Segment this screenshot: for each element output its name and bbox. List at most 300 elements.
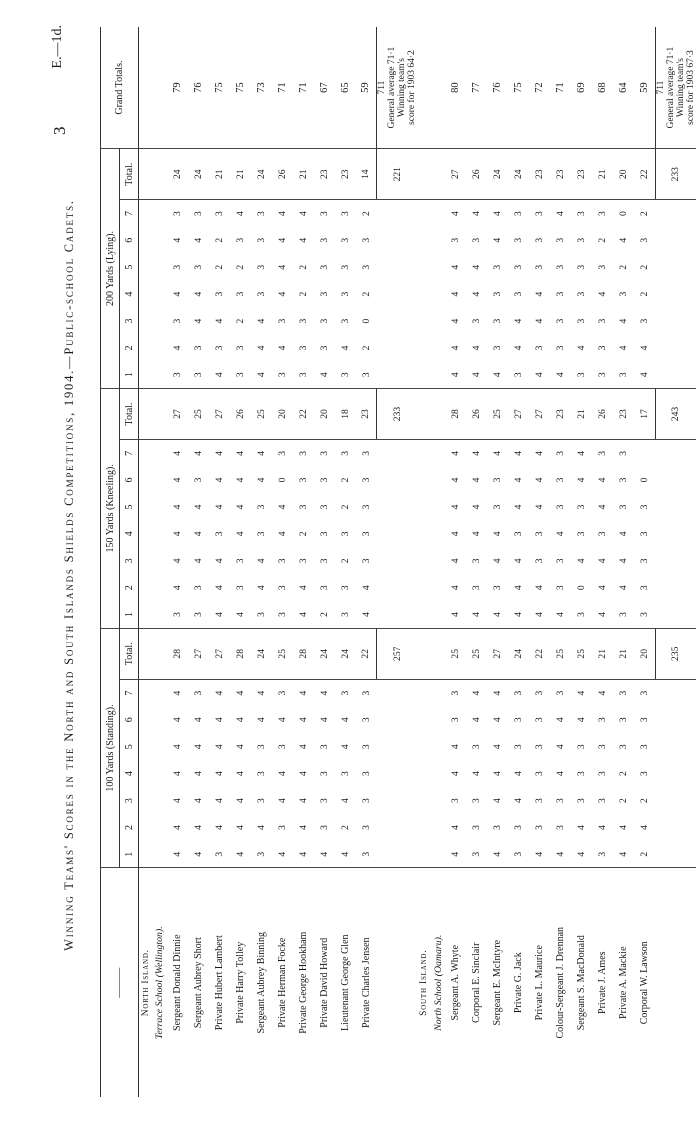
shot-score: 3: [597, 345, 608, 351]
shot-score: 4: [597, 504, 608, 510]
range-total: 21: [592, 628, 613, 679]
table-row: [613, 27, 634, 1097]
shot-score: 4: [513, 318, 524, 324]
shot-score: 3: [171, 264, 183, 270]
empty-cell: [417, 254, 431, 281]
shot-score: 4: [213, 477, 225, 483]
shot-score: 3: [555, 291, 566, 297]
shot-score: 4: [234, 450, 246, 456]
empty-cell: [377, 841, 418, 868]
shot-score: 3: [297, 450, 309, 456]
empty-cell: [139, 679, 153, 706]
shot-score: 4: [534, 585, 545, 591]
empty-cell: [139, 149, 153, 200]
shot-score: 3: [534, 771, 545, 777]
empty-cell: [377, 227, 418, 254]
shot-4-header-200: 4: [120, 281, 139, 308]
shot-score: 4: [639, 372, 650, 378]
shot-score: 3: [492, 264, 503, 270]
shot-score: 3: [471, 851, 482, 857]
north-school-row: [153, 27, 167, 1097]
competitor-name: Sergeant Aubrey Short: [188, 868, 209, 1097]
shot-score: 4: [534, 504, 545, 510]
shot-score: 4: [171, 798, 183, 803]
empty-cell: [139, 361, 153, 388]
grand-total: 59: [638, 82, 650, 93]
range-total: 24: [314, 628, 335, 679]
range-total: 25: [466, 628, 487, 679]
empty-cell: [153, 520, 167, 547]
empty-cell: [153, 388, 167, 439]
shot-score: 3: [639, 690, 650, 696]
range-total: 20: [613, 149, 634, 200]
grand-total: 71: [297, 82, 309, 93]
empty-cell: [139, 706, 153, 733]
shot-score: 4: [171, 291, 183, 297]
competitor-name: Sergeant Aubrey Binning: [251, 868, 272, 1097]
shot-score: 4: [450, 744, 461, 750]
empty-cell: [139, 814, 153, 841]
shot-score: 3: [597, 798, 608, 803]
shot-score: 2: [213, 237, 225, 243]
shot-score: 4: [297, 798, 309, 803]
empty-cell: [153, 200, 167, 227]
empty-cell: [377, 601, 418, 628]
shot-score: 3: [639, 531, 650, 537]
shot-score: 3: [471, 558, 482, 564]
shot-score: 4: [450, 450, 461, 456]
rule-cell: [696, 574, 700, 601]
shot-score: 3: [492, 345, 503, 351]
south-section-heading: South Island.: [417, 868, 431, 1097]
range-total: 24: [167, 149, 188, 200]
south-team-total-row: [655, 27, 696, 1097]
shot-score: 4: [276, 291, 288, 297]
shot-score: 3: [576, 771, 587, 777]
shot-score: 3: [534, 825, 545, 830]
shot-score: 4: [597, 612, 608, 617]
shot-score: 3: [360, 771, 372, 777]
range-total: 21: [209, 149, 230, 200]
empty-cell: [153, 601, 167, 628]
page-title: Winning Teams' Scores in the North and South Islands Shields Competitions, 1904.—Public-school Cadets.: [62, 199, 76, 951]
shot-score: 3: [192, 585, 204, 591]
empty-cell: [139, 493, 153, 520]
rule-cell: [696, 601, 700, 628]
shot-score: 4: [297, 851, 309, 857]
shot-score: 4: [450, 264, 461, 270]
shot-score: 4: [534, 291, 545, 297]
grand-total: 67: [318, 82, 330, 93]
shot-score: 3: [255, 744, 267, 750]
shot-score: 3: [639, 612, 650, 617]
shot-score: 3: [255, 211, 267, 216]
shot-score: 4: [576, 477, 587, 483]
empty-cell: [417, 467, 431, 494]
competitor-name: Sergeant E. McIntyre: [487, 868, 508, 1097]
table-row: [272, 27, 293, 1097]
shot-score: 4: [471, 771, 482, 777]
range-total: 27: [209, 388, 230, 439]
empty-cell: [431, 679, 445, 706]
empty-cell: [655, 679, 696, 706]
shot-score: 3: [213, 851, 225, 857]
shot-score: 3: [597, 851, 608, 857]
shot-score: 3: [450, 798, 461, 803]
shot-score: 4: [213, 690, 225, 696]
range-total: 21: [613, 628, 634, 679]
shot-3-header-200: 3: [120, 308, 139, 335]
shot-score: 4: [513, 504, 524, 510]
empty-cell: [153, 733, 167, 760]
shot-score: 4: [450, 825, 461, 830]
empty-cell: [153, 361, 167, 388]
shot-score: 4: [513, 612, 524, 617]
shot-score: 3: [534, 558, 545, 564]
shot-score: 4: [450, 372, 461, 378]
shot-score: 4: [297, 612, 309, 617]
empty-cell: [655, 281, 696, 308]
range-total: 25: [272, 628, 293, 679]
empty-cell: [655, 308, 696, 335]
shot-score: 3: [618, 690, 629, 696]
shot-score: 3: [513, 531, 524, 537]
empty-cell: [153, 467, 167, 494]
shot-score: 4: [597, 558, 608, 564]
range-total: 25: [251, 388, 272, 439]
empty-cell: [139, 467, 153, 494]
shot-score: 3: [276, 825, 288, 830]
empty-cell: [431, 335, 445, 362]
table-row: [314, 27, 335, 1097]
shot-score: 2: [339, 825, 351, 830]
shot-score: 4: [234, 744, 246, 750]
shot-score: 3: [255, 771, 267, 777]
shot-score: 2: [618, 771, 629, 777]
empty-cell: [431, 467, 445, 494]
shot-score: 4: [576, 558, 587, 564]
north-school-name: Terrace School (Wellington).: [153, 868, 167, 1097]
shot-score: 3: [576, 504, 587, 510]
empty-cell: [153, 574, 167, 601]
range-total: 22: [634, 149, 655, 200]
shot-score: 3: [576, 612, 587, 617]
shot-score: 4: [339, 851, 351, 857]
shot-score: 4: [555, 851, 566, 857]
shot-score: 3: [318, 771, 330, 777]
empty-cell: [139, 733, 153, 760]
shot-score: 4: [234, 211, 246, 216]
shot-score: 3: [597, 531, 608, 537]
range-total: 26: [592, 388, 613, 439]
shot-score: 4: [618, 318, 629, 324]
range-total: 17: [634, 388, 655, 439]
competitor-name: Private Herman Focke: [272, 868, 293, 1097]
empty-cell: [417, 574, 431, 601]
shot-score: 3: [450, 717, 461, 723]
competitor-name: Private George Hookham: [293, 868, 314, 1097]
grand-total: 80: [450, 82, 461, 93]
shot-score: 4: [255, 690, 267, 696]
shot-score: 3: [360, 690, 372, 696]
shot-score: 3: [360, 851, 372, 857]
shot-score: 3: [297, 318, 309, 324]
shot-score: 4: [213, 717, 225, 723]
shot-score: 2: [339, 477, 351, 483]
shot-score: 4: [171, 450, 183, 456]
shot-score: 3: [534, 798, 545, 803]
shot-score: 4: [171, 771, 183, 777]
shot-score: 4: [597, 477, 608, 483]
empty-cell: [377, 547, 418, 574]
range-total: 23: [335, 149, 356, 200]
rule-cell: [696, 520, 700, 547]
grand-total: 76: [492, 82, 503, 93]
shot-score: 2: [234, 264, 246, 270]
shot-2-header-150: 2: [120, 574, 139, 601]
shot-score: 3: [576, 291, 587, 297]
shot-score: 3: [534, 744, 545, 750]
shot-score: 3: [471, 744, 482, 750]
shot-score: 4: [234, 531, 246, 537]
shot-score: 3: [318, 531, 330, 537]
shot-score: 2: [297, 291, 309, 297]
empty-cell: [431, 493, 445, 520]
empty-cell: [377, 200, 418, 227]
rule-cell: [696, 27, 700, 149]
shot-score: 3: [192, 612, 204, 617]
shot-score: 4: [234, 690, 246, 696]
shot-score: 2: [297, 531, 309, 537]
empty-cell: [377, 520, 418, 547]
empty-cell: [417, 841, 431, 868]
range-total: 24: [335, 628, 356, 679]
shot-score: 4: [576, 450, 587, 456]
empty-cell: [139, 787, 153, 814]
shot-score: 3: [318, 264, 330, 270]
empty-cell: [431, 254, 445, 281]
north-team-grand-total: [377, 27, 418, 149]
shot-score: 3: [492, 504, 503, 510]
shot-score: 4: [618, 237, 629, 243]
grand-total: 65: [339, 82, 351, 93]
shot-score: 3: [276, 372, 288, 378]
shot-score: 4: [471, 372, 482, 378]
empty-cell: [655, 841, 696, 868]
shot-score: 3: [276, 318, 288, 324]
empty-cell: [417, 733, 431, 760]
shot-score: 4: [471, 717, 482, 723]
shot-5-header-100: 5: [120, 733, 139, 760]
team-grand-total-value: 711: [377, 80, 387, 95]
shot-6-header-200: 6: [120, 227, 139, 254]
shot-score: 3: [513, 237, 524, 243]
grand-total: 75: [213, 82, 225, 93]
shot-score: 4: [492, 744, 503, 750]
shot-score: 4: [192, 504, 204, 510]
empty-cell: [153, 227, 167, 254]
rule-cell: [696, 814, 700, 841]
total-header-200: Total.: [120, 149, 139, 200]
shot-score: 4: [276, 717, 288, 723]
shot-score: 4: [213, 504, 225, 510]
shot-score: 3: [639, 771, 650, 777]
range-total: 27: [167, 388, 188, 439]
range-total: 20: [634, 628, 655, 679]
empty-cell: [377, 868, 418, 1097]
shot-score: 2: [639, 211, 650, 216]
range-total: 28: [293, 628, 314, 679]
range-total: 23: [529, 149, 550, 200]
empty-cell: [153, 493, 167, 520]
shot-score: 4: [234, 851, 246, 857]
shot-score: 3: [360, 450, 372, 456]
shot-score: 4: [318, 372, 330, 378]
shot-1-header-150: 1: [120, 601, 139, 628]
empty-cell: [655, 520, 696, 547]
shot-score: 3: [471, 798, 482, 803]
shot-score: 4: [171, 851, 183, 857]
empty-cell: [417, 547, 431, 574]
empty-cell: [139, 27, 153, 149]
shot-score: 4: [597, 291, 608, 297]
shot-score: 3: [513, 291, 524, 297]
range-total: 21: [592, 149, 613, 200]
shot-score: 3: [576, 744, 587, 750]
scores-table: [100, 27, 700, 1097]
range-total: 24: [487, 149, 508, 200]
shot-score: 4: [471, 504, 482, 510]
range-total: 14: [356, 149, 377, 200]
competitor-name: Private L. Maurice: [529, 868, 550, 1097]
shot-score: 4: [255, 318, 267, 324]
empty-cell: [377, 254, 418, 281]
shot-score: 3: [318, 345, 330, 351]
shot-score: 4: [213, 744, 225, 750]
shot-score: 3: [339, 318, 351, 324]
shot-score: 2: [639, 291, 650, 297]
empty-cell: [377, 308, 418, 335]
table-row: [508, 27, 529, 1097]
total-header-100: Total.: [120, 628, 139, 679]
shot-score: 4: [213, 318, 225, 324]
shot-score: 3: [339, 264, 351, 270]
empty-cell: [139, 574, 153, 601]
shot-score: 4: [276, 211, 288, 216]
shot-score: 4: [213, 771, 225, 777]
table-row: [188, 27, 209, 1097]
north-section-row: [139, 27, 153, 1097]
shot-score: 4: [255, 372, 267, 378]
shot-score: 4: [255, 717, 267, 723]
empty-cell: [655, 361, 696, 388]
empty-cell: [655, 760, 696, 787]
shot-score: 4: [339, 345, 351, 351]
shot-score: 3: [318, 825, 330, 830]
shot-score: 4: [492, 771, 503, 777]
shot-score: 3: [192, 211, 204, 216]
shot-score: 3: [534, 717, 545, 723]
empty-cell: [417, 335, 431, 362]
shot-score: 3: [555, 237, 566, 243]
shot-score: 3: [318, 477, 330, 483]
empty-cell: [655, 440, 696, 467]
empty-cell: [153, 149, 167, 200]
shot-score: 3: [513, 744, 524, 750]
empty-cell: [417, 281, 431, 308]
rule-cell: [696, 841, 700, 868]
shot-score: 4: [360, 612, 372, 617]
empty-cell: [153, 335, 167, 362]
range-100-header: 100 Yards (Standing).: [101, 628, 120, 868]
range-total: 26: [272, 149, 293, 200]
shot-score: 4: [297, 744, 309, 750]
empty-cell: [431, 361, 445, 388]
shot-score: 4: [213, 612, 225, 617]
shot-score: 4: [213, 585, 225, 591]
shot-score: 4: [213, 558, 225, 564]
shot-score: 4: [597, 585, 608, 591]
competitor-name: Private Charles Jensen: [356, 868, 377, 1097]
range-total: 23: [571, 149, 592, 200]
shot-score: 4: [192, 237, 204, 243]
shot-score: 3: [318, 318, 330, 324]
shot-score: 3: [639, 717, 650, 723]
empty-cell: [417, 493, 431, 520]
shot-score: 4: [492, 372, 503, 378]
north-team-total-row: [377, 27, 418, 1097]
shot-score: 3: [276, 558, 288, 564]
shot-score: 4: [192, 744, 204, 750]
range-total: 28: [167, 628, 188, 679]
range-total: 28: [230, 628, 251, 679]
rule-cell: [696, 787, 700, 814]
shot-score: 4: [171, 825, 183, 830]
rule-cell: [696, 760, 700, 787]
shot-score: 2: [360, 211, 372, 216]
rule-cell: [696, 149, 700, 200]
rule-cell: [696, 467, 700, 494]
range-total: 21: [571, 388, 592, 439]
shot-score: 3: [618, 744, 629, 750]
table-row: [335, 27, 356, 1097]
shot-score: 4: [171, 345, 183, 351]
empty-cell: [431, 733, 445, 760]
shot-score: 4: [318, 851, 330, 857]
shot-score: 4: [534, 477, 545, 483]
range-total: 25: [445, 628, 466, 679]
shot-score: 3: [255, 798, 267, 803]
shot-score: 3: [639, 558, 650, 564]
shot-score: 3: [234, 237, 246, 243]
empty-cell: [139, 601, 153, 628]
shot-score: 4: [297, 585, 309, 591]
shot-score: 3: [339, 237, 351, 243]
competitor-name: Private A. Mackie: [613, 868, 634, 1097]
shot-score: 4: [171, 477, 183, 483]
shot-score: 4: [471, 531, 482, 537]
shot-score: 3: [555, 450, 566, 456]
grand-total: 77: [471, 82, 482, 93]
range-total: 25: [550, 628, 571, 679]
shot-score: 4: [297, 771, 309, 777]
empty-cell: [431, 706, 445, 733]
shot-5-header-200: 5: [120, 254, 139, 281]
empty-cell: [377, 787, 418, 814]
shot-score: 4: [192, 851, 204, 857]
shot-score: 4: [276, 237, 288, 243]
range-total: 28: [445, 388, 466, 439]
